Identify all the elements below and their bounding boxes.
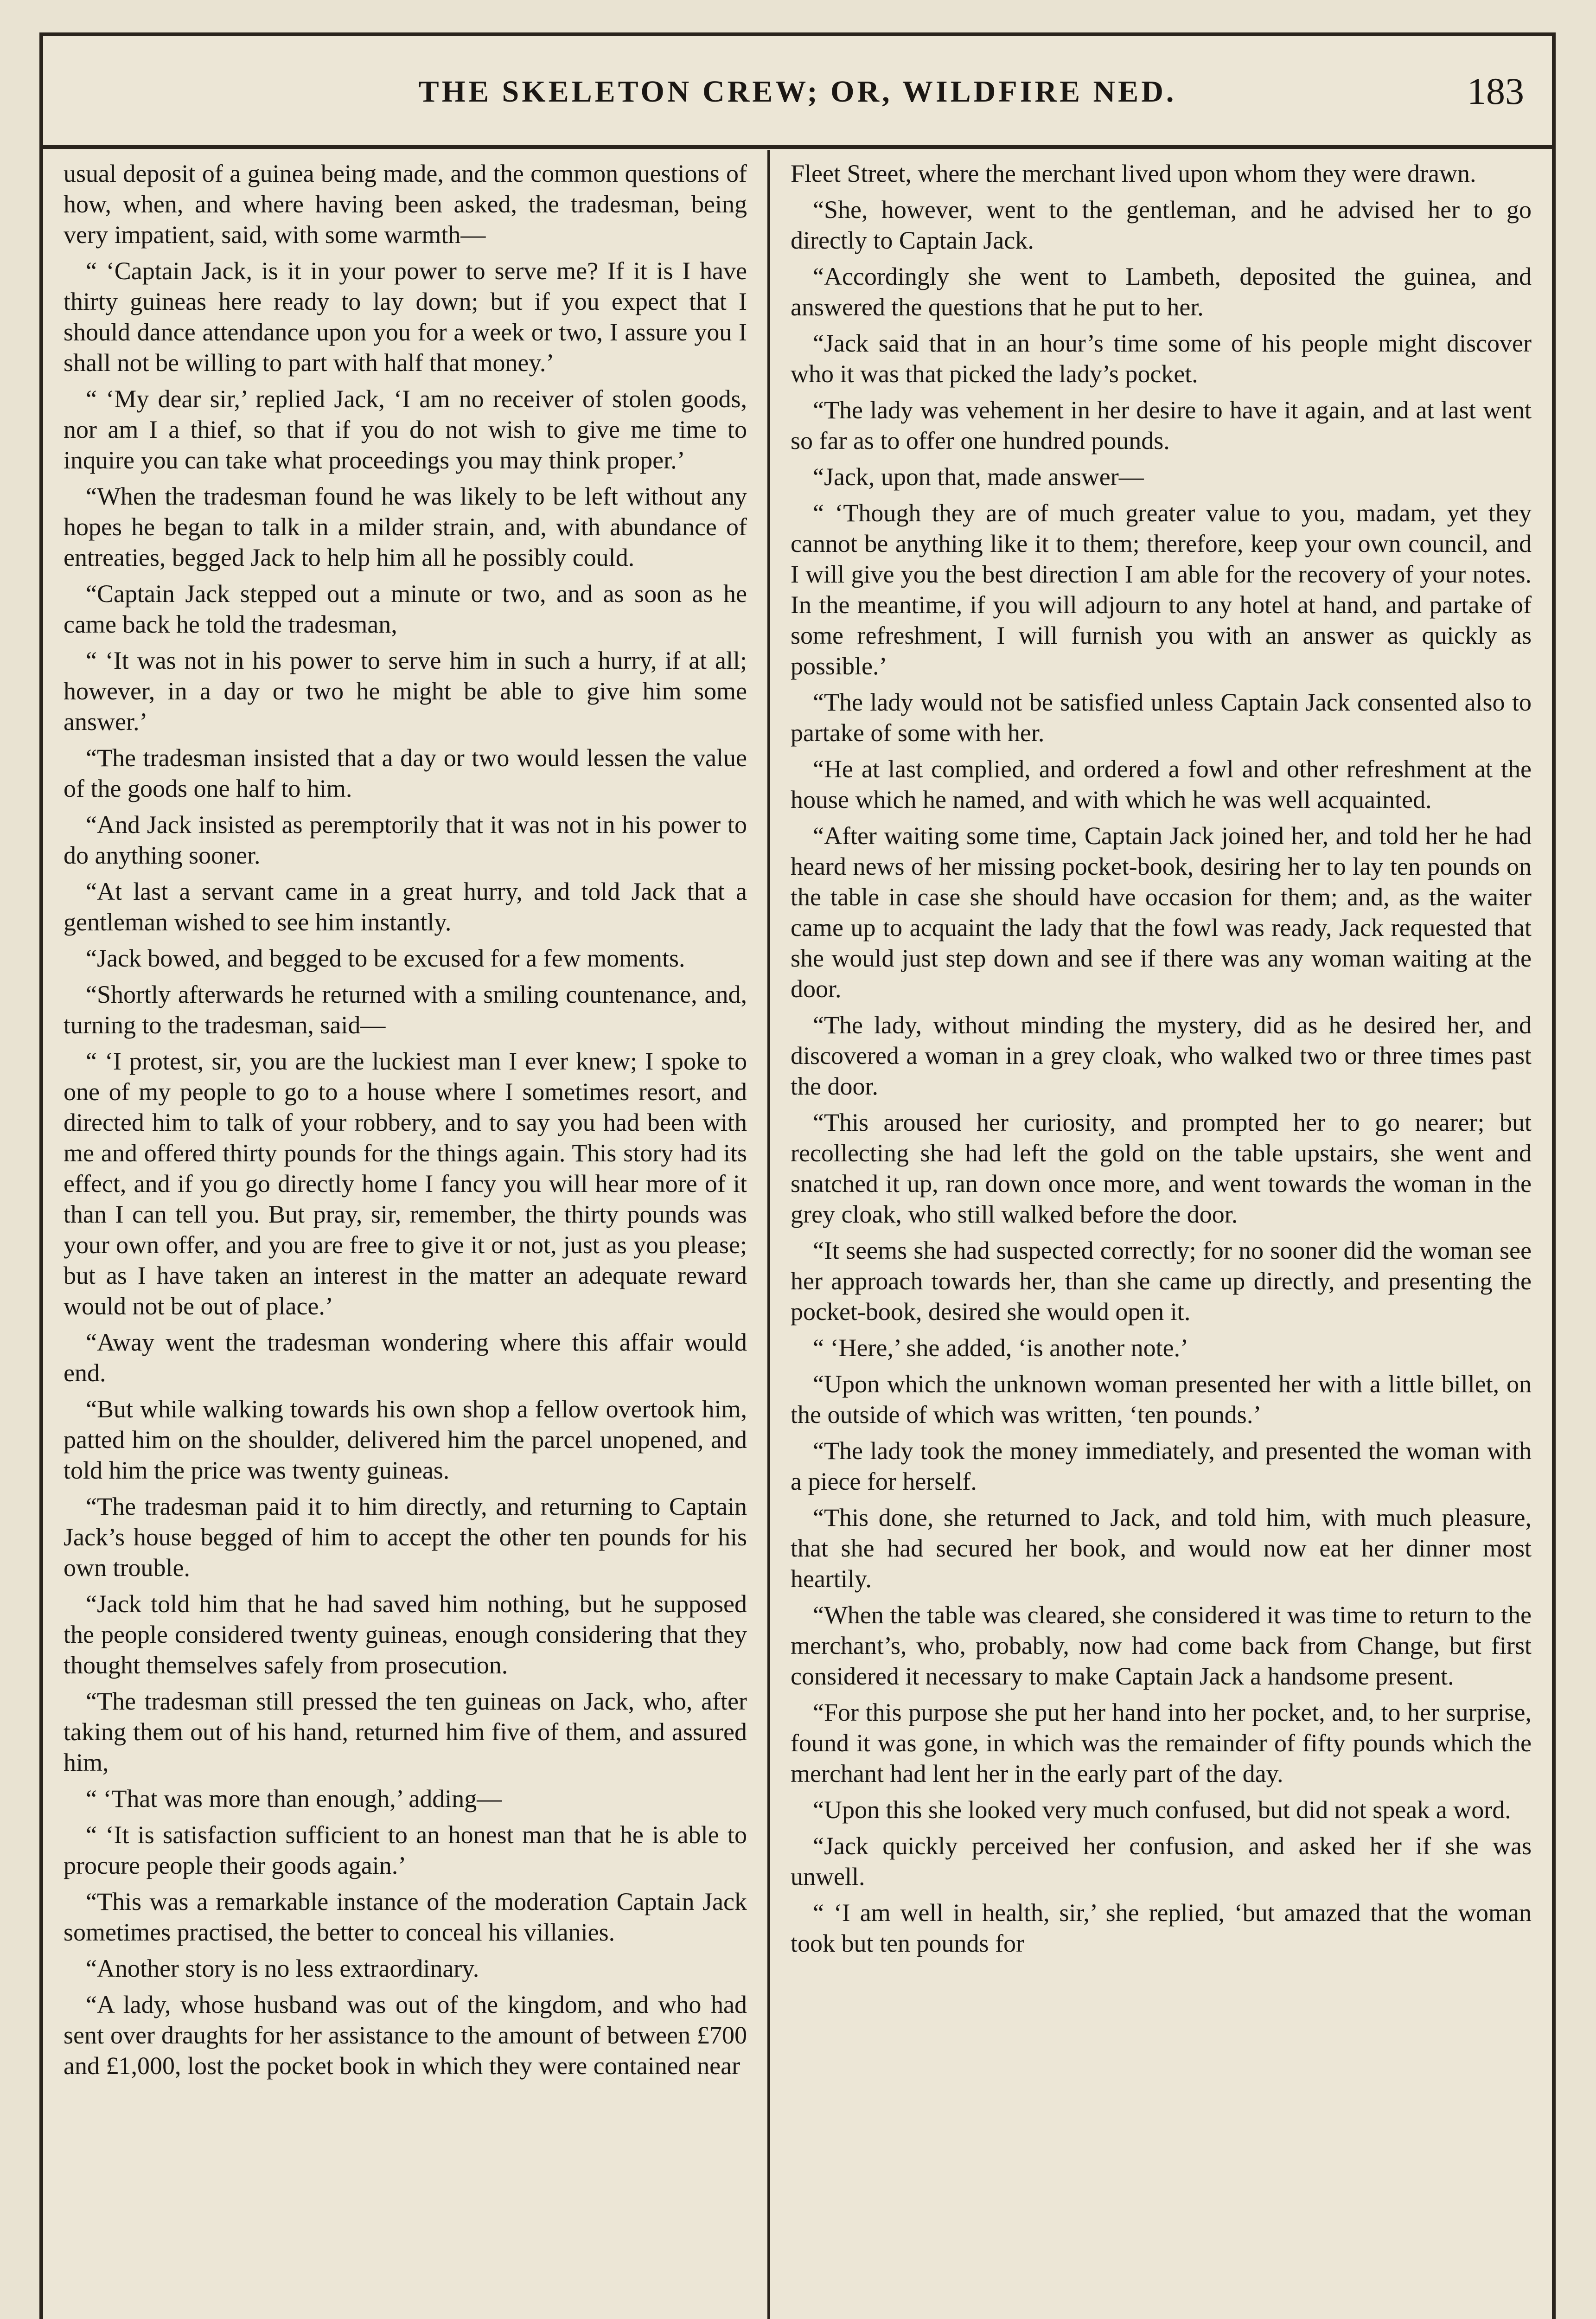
right-column (770, 150, 1552, 2319)
paragraph: “When the tradesman found he was likely to be left without any hopes he began to talk in a milder strain, and, with abundance of entreaties, begged Jack to help him all he possibly could. (64, 482, 747, 571)
paragraph: “She, however, went to the gentleman, and he advised her to go directly to Captain Jack. (791, 196, 1532, 254)
paragraph: “ ‘It is satisfaction sufficient to an honest man that he is able to procure people their goods again.’ (64, 1821, 747, 1879)
paragraph: “ ‘I protest, sir, you are the luckiest man I ever knew; I spoke to one of my people to go to a house where I sometimes resort, and directed him to talk of your robbery, and to say you had been with me and offered thirty pounds for the things again. This story had its effect, and if you go directly home I fancy you will hear more of it than I can tell you. But pray, sir, remember, the thirty pounds was your own offer, and you are free to give it or not, just as you please; but as I have taken an interest in the matter an adequate reward would not be out of place.’ (64, 1047, 747, 1320)
paragraph: “For this purpose she put her hand into her pocket, and, to her surprise, found it was gone, in which was the remainder of fifty pounds which the merchant had lent her in the early part of the day. (791, 1698, 1532, 1787)
paragraph: “A lady, whose husband was out of the kingdom, and who had sent over draughts for her assistance to the amount of between £700 and £1,000, lost the pocket book in which they were contained near (64, 1991, 747, 2080)
paragraph: “This aroused her curiosity, and prompted her to go nearer; but recollecting she had left the gold on the table upstairs, she went and snatched it up, ran down once more, and went towards the woman in the grey cloak, who still walked before the door. (791, 1108, 1532, 1228)
paragraph: “Jack said that in an hour’s time some of his people might discover who it was that picked the lady’s pocket. (791, 329, 1532, 388)
paragraph: “ ‘My dear sir,’ replied Jack, ‘I am no receiver of stolen goods, nor am I a thief, so that if you do not wish to give me time to inquire you can take what proceedings you may think proper.’ (64, 385, 747, 474)
paragraph: “At last a servant came in a great hurry, and told Jack that a gentleman wished to see him instantly. (64, 878, 747, 936)
header-rule (43, 145, 1552, 149)
paragraph: “Upon which the unknown woman presented her with a little billet, on the outside of which was written, ‘ten pounds.’ (791, 1370, 1532, 1429)
paragraph: “The lady was vehement in her desire to have it again, and at last went so far as to offer one hundred pounds. (791, 396, 1532, 455)
paragraph: “ ‘Captain Jack, is it in your power to serve me? If it is I have thirty guineas here ready to lay down; but if you expect that I should dance attendance upon you for a week or two, I assure you I shall not be willing to part with half that money.’ (64, 257, 747, 377)
running-title: THE SKELETON CREW; OR, WILDFIRE NED. (418, 75, 1177, 109)
paragraph: “But while walking towards his own shop a fellow overtook him, patted him on the shoulder, delivered him the parcel unopened, and told him the price was twenty guineas. (64, 1395, 747, 1484)
paragraph: “This done, she returned to Jack, and told him, with much pleasure, that she had secured her book, and would now eat her dinner most heartily. (791, 1504, 1532, 1593)
paragraph: “Upon this she looked very much confused, but did not speak a word. (813, 1796, 1511, 1824)
paragraph: “ ‘That was more than enough,’ adding— (86, 1785, 502, 1813)
paragraph: “ ‘It was not in his power to serve him in such a hurry, if at all; however, in a day or two he might be able to give him some answer.’ (64, 647, 747, 736)
paragraph: “The tradesman still pressed the ten guineas on Jack, who, after taking them out of his hand, returned him five of them, and assured him, (64, 1687, 747, 1776)
paragraph: “Another story is no less extraordinary. (86, 1954, 479, 1982)
text-columns (43, 150, 1552, 2319)
paragraph: “The lady, without minding the mystery, did as he desired her, and discovered a woman in a grey cloak, who walked two or three times past the door. (791, 1011, 1532, 1100)
page-frame (39, 32, 1556, 2319)
page-number: 183 (1467, 70, 1524, 112)
paragraph: usual deposit of a guinea being made, and the common questions of how, when, and where having been asked, the tradesman, being very impatient, said, with some warmth— (64, 160, 747, 249)
paragraph: “Jack, upon that, made answer— (813, 463, 1144, 491)
paragraph: “Away went the tradesman wondering where this affair would end. (64, 1328, 747, 1387)
paragraph: “ ‘Here,’ she added, ‘is another note.’ (813, 1334, 1189, 1362)
paragraph: “Shortly afterwards he returned with a smiling countenance, and, turning to the tradesman, said— (64, 980, 747, 1039)
paragraph: “The lady took the money immediately, and presented the woman with a piece for herself. (791, 1437, 1532, 1495)
paragraph: “The tradesman insisted that a day or two would lessen the value of the goods one half to him. (64, 744, 747, 802)
paragraph: “After waiting some time, Captain Jack joined her, and told her he had heard news of her missing pocket-book, desiring her to lay ten pounds on the table in case she should have occasion for them; and, as the waiter came up to acquaint the lady that the fowl was ready, Jack requested that she would just step down and see if there was any woman waiting at the door. (791, 822, 1532, 1003)
running-header (43, 36, 1552, 147)
left-column (43, 150, 770, 2319)
paragraph: “The lady would not be satisfied unless Captain Jack consented also to partake of some with her. (791, 688, 1532, 747)
paragraph: “It seems she had suspected correctly; for no sooner did the woman see her approach towards her, than she came up directly, and presenting the pocket-book, desired she would open it. (791, 1236, 1532, 1326)
paragraph: “ ‘I am well in health, sir,’ she replied, ‘but amazed that the woman took but ten pounds for (791, 1899, 1532, 1957)
paragraph: “Jack told him that he had saved him nothing, but he supposed the people considered twenty guineas, enough considering that they thought themselves safely from prosecution. (64, 1590, 747, 1679)
paragraph: “Accordingly she went to Lambeth, deposited the guinea, and answered the questions that he put to her. (791, 263, 1532, 321)
paragraph: “ ‘Though they are of much greater value to you, madam, yet they cannot be anything like it to them; therefore, keep your own council, and I will give you the best direction I am able for the recovery of your notes. In the meantime, if you will adjourn to any hotel at hand, and partake of some refreshment, I will furnish you with an answer as quickly as possible.’ (791, 499, 1532, 680)
paragraph: “Jack quickly perceived her confusion, and asked her if she was unwell. (791, 1832, 1532, 1890)
paragraph: “Jack bowed, and begged to be excused for a few moments. (86, 944, 685, 972)
paragraph: “When the table was cleared, she considered it was time to return to the merchant’s, who, probably, now had come back from Change, but first considered it necessary to make Captain Jack a handsome present. (791, 1601, 1532, 1690)
paragraph: “The tradesman paid it to him directly, and returning to Captain Jack’s house begged of him to accept the other ten pounds for his own trouble. (64, 1493, 747, 1582)
paragraph: “This was a remarkable instance of the moderation Captain Jack sometimes practised, the better to conceal his villanies. (64, 1888, 747, 1946)
paragraph: “Captain Jack stepped out a minute or two, and as soon as he came back he told the tradesman, (64, 580, 747, 638)
paragraph: “He at last complied, and ordered a fowl and other refreshment at the house which he named, and with which he was well acquainted. (791, 755, 1532, 814)
paragraph: “And Jack insisted as peremptorily that it was not in his power to do anything sooner. (64, 811, 747, 869)
paragraph: Fleet Street, where the merchant lived upon whom they were drawn. (791, 160, 1476, 187)
